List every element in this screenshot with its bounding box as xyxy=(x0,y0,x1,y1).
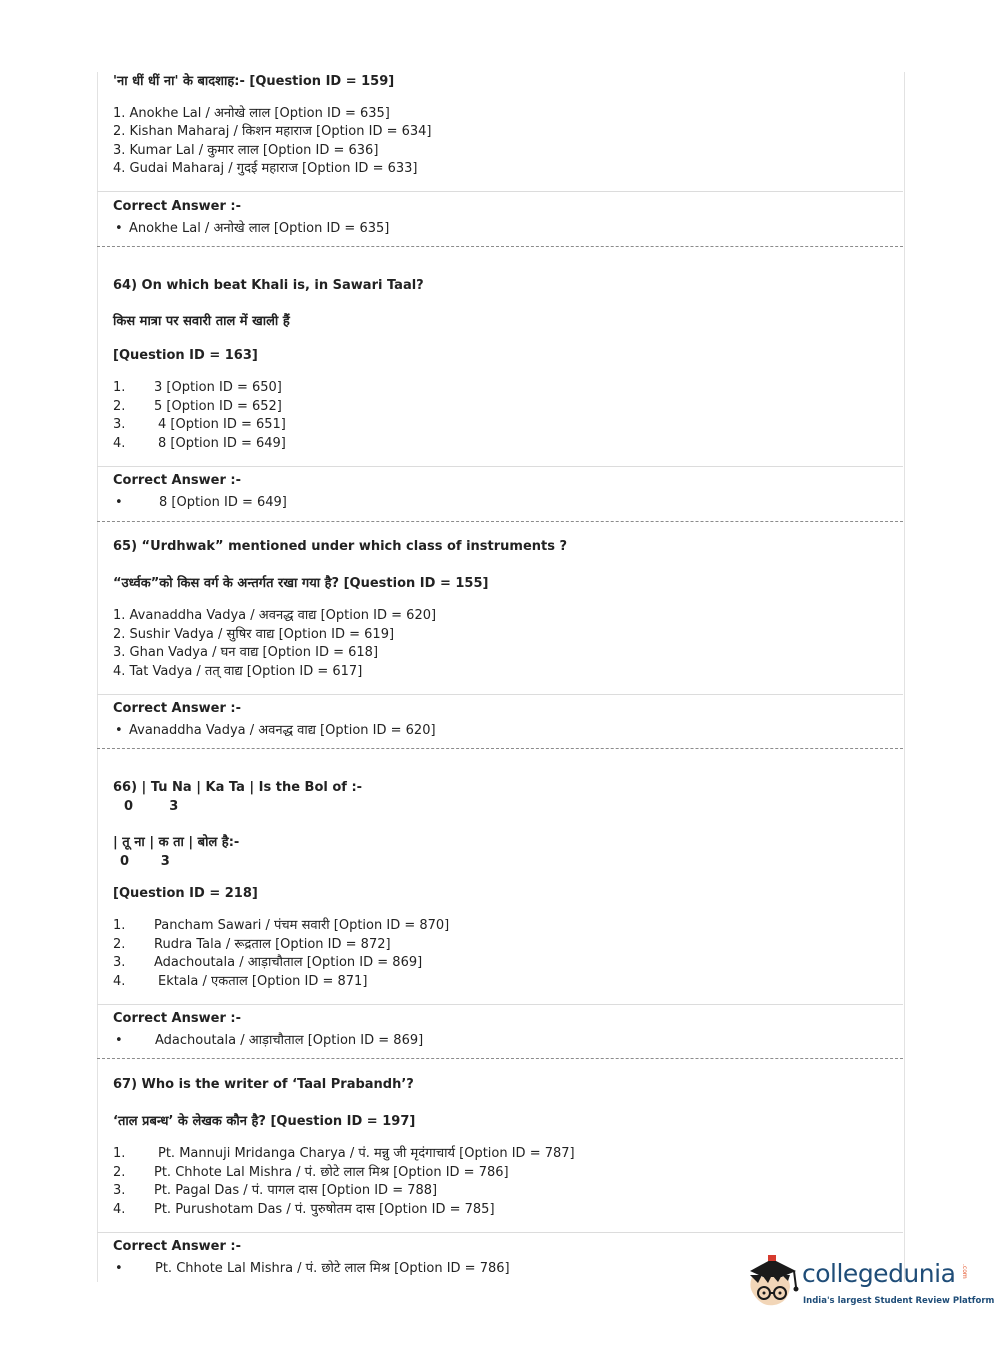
q64-separator xyxy=(97,521,903,522)
logo-tagline: India's largest Student Review Platform xyxy=(803,1296,995,1306)
q67-option-2: Pt. Chhote Lal Mishra / पं. छोटे लाल मिश्र [Option ID = 786] xyxy=(154,1165,509,1180)
q66-question-id: [Question ID = 218] xyxy=(113,886,258,901)
q67-option-1-num: 1. xyxy=(113,1146,126,1161)
q65-divider xyxy=(97,694,903,695)
q63-correct-label: Correct Answer :- xyxy=(113,199,241,214)
q64-divider xyxy=(97,466,903,467)
q67-correct-label: Correct Answer :- xyxy=(113,1239,241,1254)
q66-option-4-num: 4. xyxy=(113,974,126,989)
q64-option-3: 4 [Option ID = 651] xyxy=(158,417,286,432)
collegedunia-logo[interactable] xyxy=(742,1247,995,1312)
q63-correct-answer: Anokhe Lal / अनोखे लाल [Option ID = 635] xyxy=(129,221,390,236)
q63-option-3: 3. Kumar Lal / कुमार लाल [Option ID = 636] xyxy=(113,143,379,158)
q66-english: 66) | Tu Na | Ka Ta | Is the Bol of :- xyxy=(113,780,363,795)
q66-option-4: Ektala / एकताल [Option ID = 871] xyxy=(158,974,368,989)
q66-option-2: Rudra Tala / रूद्रताल [Option ID = 872] xyxy=(154,937,391,952)
q67-option-1: Pt. Mannuji Mridanga Charya / पं. मन्नु जी मृदंगाचार्य [Option ID = 787] xyxy=(158,1146,575,1161)
q66-hindi-beat-marks: 0 3 xyxy=(120,854,170,869)
q67-option-2-num: 2. xyxy=(113,1165,126,1180)
q67-option-4: Pt. Purushotam Das / पं. पुरुषोतम दास [Option ID = 785] xyxy=(154,1202,495,1217)
q66-option-1: Pancham Sawari / पंचम सवारी [Option ID = 870] xyxy=(154,918,450,933)
q66-option-3: Adachoutala / आड़ाचौताल [Option ID = 869] xyxy=(154,955,423,970)
q63-bullet: • xyxy=(115,221,123,236)
q67-bullet: • xyxy=(115,1261,123,1276)
q64-option-1-num: 1. xyxy=(113,380,126,395)
q64-option-2: 5 [Option ID = 652] xyxy=(154,399,282,414)
q66-option-2-num: 2. xyxy=(113,937,126,952)
q64-option-4: 8 [Option ID = 649] xyxy=(158,436,286,451)
q66-option-3-num: 3. xyxy=(113,955,126,970)
q66-bullet: • xyxy=(115,1033,123,1048)
q65-separator xyxy=(97,748,903,749)
q67-option-3-num: 3. xyxy=(113,1183,126,1198)
q65-correct-label: Correct Answer :- xyxy=(113,701,241,716)
q67-option-3: Pt. Pagal Das / पं. पागल दास [Option ID = 788] xyxy=(154,1183,438,1198)
q66-english-beat-marks: 0 3 xyxy=(124,799,179,814)
q64-bullet: • xyxy=(115,495,123,510)
q66-correct-answer: Adachoutala / आड़ाचौताल [Option ID = 869] xyxy=(155,1033,424,1048)
q64-hindi: किस मात्रा पर सवारी ताल में खाली हैं xyxy=(113,314,290,329)
q64-option-2-num: 2. xyxy=(113,399,126,414)
q64-question-id: [Question ID = 163] xyxy=(113,348,258,363)
q63-option-1: 1. Anokhe Lal / अनोखे लाल [Option ID = 635] xyxy=(113,106,390,121)
q65-option-2: 2. Sushir Vadya / सुषिर वाद्य [Option ID = 619] xyxy=(113,627,395,642)
q67-correct-answer: Pt. Chhote Lal Mishra / पं. छोटे लाल मिश्र [Option ID = 786] xyxy=(155,1261,510,1276)
q65-correct-answer: Avanaddha Vadya / अवनद्ध वाद्य [Option ID = 620] xyxy=(129,723,436,738)
q63-option-2: 2. Kishan Maharaj / किशन महाराज [Option ID = 634] xyxy=(113,124,432,139)
q67-english: 67) Who is the writer of ‘Taal Prabandh’? xyxy=(113,1077,414,1092)
logo-com-suffix: .com xyxy=(961,1264,968,1279)
q65-option-4: 4. Tat Vadya / तत् वाद्य [Option ID = 617] xyxy=(113,664,363,679)
q66-divider xyxy=(97,1004,903,1005)
q67-divider xyxy=(97,1232,903,1233)
q66-separator xyxy=(97,1058,903,1059)
q65-hindi: “उर्ध्वक”को किस वर्ग के अन्तर्गत रखा गया है? [Question ID = 155] xyxy=(113,576,489,591)
q66-hindi: | तू ना | क ता | बोल है:- xyxy=(113,835,240,850)
q63-separator xyxy=(97,246,903,247)
graduate-mascot-icon xyxy=(742,1247,802,1309)
q64-option-3-num: 3. xyxy=(113,417,126,432)
q65-english: 65) “Urdhwak” mentioned under which class of instruments ? xyxy=(113,539,568,554)
q64-correct-answer: 8 [Option ID = 649] xyxy=(159,495,287,510)
q64-correct-label: Correct Answer :- xyxy=(113,473,241,488)
q64-english: 64) On which beat Khali is, in Sawari Taal? xyxy=(113,278,424,293)
q66-option-1-num: 1. xyxy=(113,918,126,933)
q65-bullet: • xyxy=(115,723,123,738)
q65-option-3: 3. Ghan Vadya / घन वाद्य [Option ID = 618] xyxy=(113,645,379,660)
q63-header: 'ना धीं धीं ना' के बादशाह:- [Question ID = 159] xyxy=(113,74,395,89)
q67-hindi: ‘ताल प्रबन्ध’ के लेखक कौन है? [Question ID = 197] xyxy=(113,1114,416,1129)
logo-wordmark: collegedunia xyxy=(802,1259,956,1288)
q66-correct-label: Correct Answer :- xyxy=(113,1011,241,1026)
q64-option-1: 3 [Option ID = 650] xyxy=(154,380,282,395)
q65-option-1: 1. Avanaddha Vadya / अवनद्ध वाद्य [Option ID = 620] xyxy=(113,608,437,623)
q64-option-4-num: 4. xyxy=(113,436,126,451)
q67-option-4-num: 4. xyxy=(113,1202,126,1217)
q63-divider xyxy=(97,191,903,192)
q63-option-4: 4. Gudai Maharaj / गुदई महाराज [Option ID = 633] xyxy=(113,161,418,176)
